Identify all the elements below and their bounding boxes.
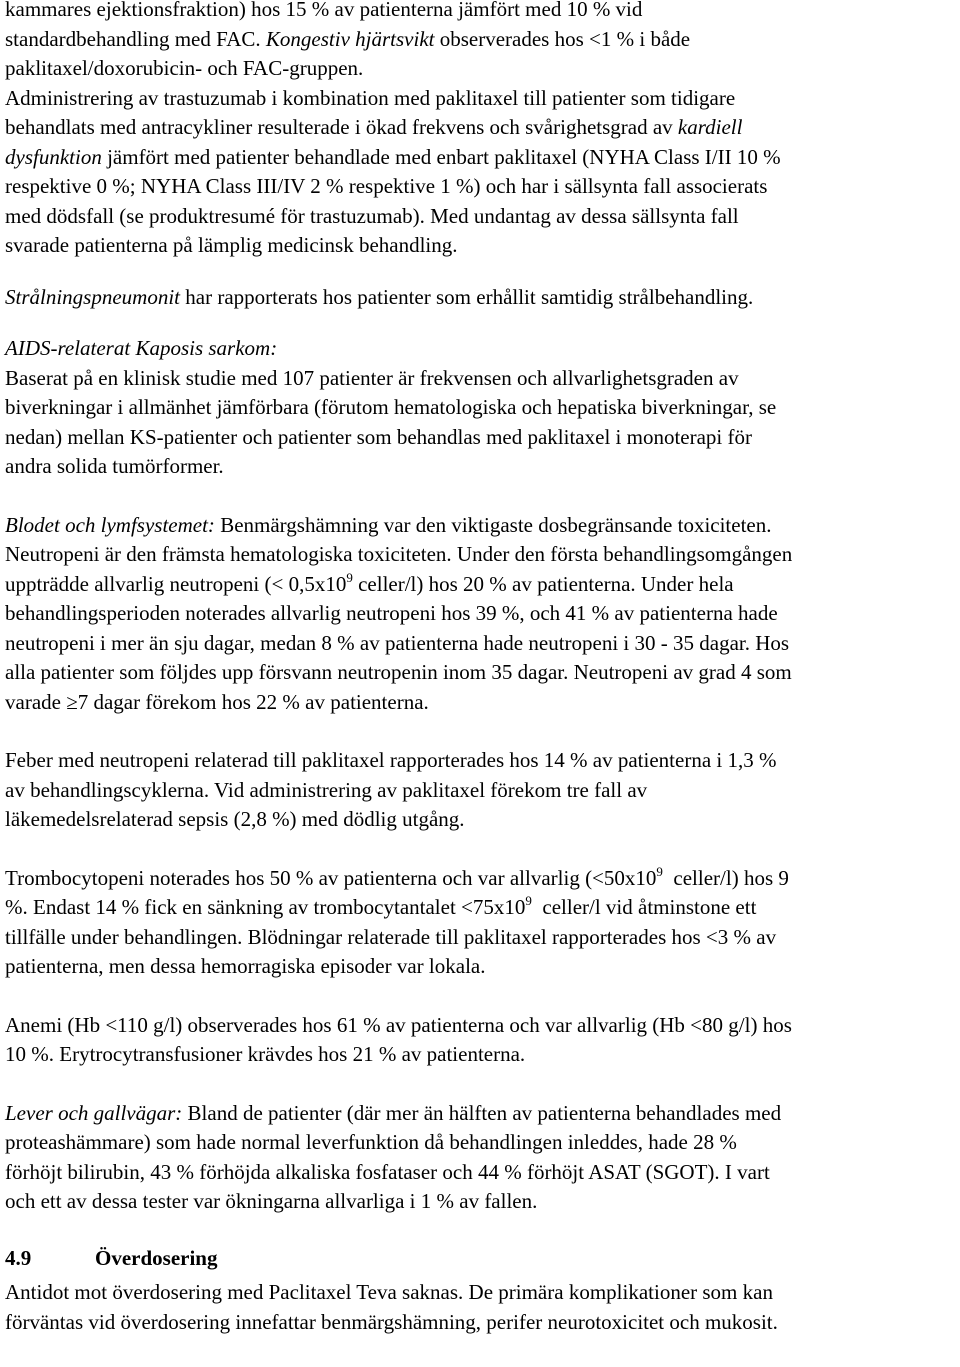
text-line: proteashämmare) som hade normal leverfunktion då behandlingen inleddes, hade 28 %: [5, 1130, 737, 1154]
text-line: Anemi (Hb <110 g/l) observerades hos 61 % av patienterna och var allvarlig (Hb <80 g/l) hos: [5, 1012, 792, 1037]
text-line: svarade patienterna på lämplig medicinsk behandling.: [5, 233, 458, 257]
text-line: Feber med neutropeni relaterad till paklitaxel rapporterades hos 14 % av patienterna i 1,3 %: [5, 748, 777, 772]
superscript: 9: [346, 569, 353, 585]
italic-term: dysfunktion: [5, 144, 102, 169]
italic-term: Kongestiv hjärtsvikt: [265, 26, 435, 51]
text-line: %. Endast 14 % fick en sänkning av trombocytantalet $<75x10^9$ celler/l vid åtminstone ett: [5, 893, 757, 919]
text-line: standardbehandling med FAC. Kongestiv hjärtsvikt observerades hos <1 % i både: [5, 26, 691, 51]
text-line: paklitaxel/doxorubicin- och FAC-gruppen.: [5, 56, 364, 80]
text-line: biverkningar i allmänhet jämförbara (förutom hematologiska och hepatiska biverkningar, se: [5, 395, 777, 419]
text-line: Neutropeni är den främsta hematologiska toxiciteten. Under den första behandlingsomgången: [5, 542, 793, 566]
text-line: Blodet och lymfsystemet: Benmärgshämning var den viktigaste dosbegränsande toxiciteten.: [5, 512, 772, 537]
text-line: med dödsfall (se produktresumé för trastuzumab). Med undantag av dessa sällsynta fall: [5, 203, 739, 228]
italic-term: Strålningspneumonit: [5, 284, 181, 309]
subheading: AIDS-relaterat Kaposis sarkom:: [5, 336, 278, 360]
text-line: nedan) mellan KS-patienter och patienter som behandlas med paklitaxel i monoterapi för: [5, 424, 752, 449]
italic-term: Blodet och lymfsystemet:: [5, 512, 215, 537]
text-line: dysfunktion jämfört med patienter behandlade med enbart paklitaxel (NYHA Class I/II 10 %: [5, 144, 781, 169]
document-page: [5, 0, 960, 1337]
superscript: 9: [656, 863, 663, 879]
text-line: behandlingsperioden noterades allvarlig neutropeni hos 39 %, och 41 % av patienterna hade: [5, 601, 778, 625]
section-title: Överdosering: [95, 1245, 218, 1270]
text-line: uppträdde allvarlig neutropeni (< $0,5x10^9$ celler/l) hos 20 % av patienterna. Under hela: [5, 569, 734, 596]
text-line: Baserat på en klinisk studie med 107 patienter är frekvensen och allvarlighetsgraden av: [5, 365, 739, 390]
text-line: andra solida tumörformer.: [5, 454, 224, 478]
text-line: förhöjt bilirubin, 43 % förhöjda alkaliska fosfataser och 44 % förhöjt ASAT (SGOT). I vart: [5, 1159, 770, 1184]
section-number: 4.9: [5, 1245, 32, 1270]
text-line: Trombocytopeni noterades hos 50 % av patienterna och var allvarlig ($<50x10^9$ celler/l) hos 9: [5, 863, 789, 890]
italic-term: Lever och gallvägar:: [5, 1100, 183, 1125]
text-line: Lever och gallvägar: Bland de patienter (där mer än hälften av patienterna behandlades med: [5, 1100, 782, 1125]
italic-term: kardiell: [677, 115, 743, 139]
text-line: 10 %. Erytrocytransfusioner krävdes hos 21 % av patienterna.: [5, 1042, 526, 1066]
text-line: Administrering av trastuzumab i kombination med paklitaxel till patienter som tidigare: [5, 85, 736, 110]
text-line: behandlats med antracykliner resulterade i ökad frekvens och svårighetsgrad av kardiell: [5, 115, 743, 139]
text-line: respektive 0 %; NYHA Class III/IV 2 % respektive 1 %) och har i sällsynta fall associerats: [5, 174, 768, 198]
text-line: alla patienter som följdes upp försvann neutropenin inom 35 dagar. Neutropeni av grad 4 som: [5, 660, 792, 684]
superscript: 9: [525, 893, 532, 908]
text-line: av behandlingscyklerna. Vid administrering av paklitaxel förekom tre fall av: [5, 777, 648, 802]
text-line: läkemedelsrelaterad sepsis (2,8 %) med dödlig utgång.: [5, 807, 465, 831]
text-line: varade ≥7 dagar förekom hos 22 % av patienterna.: [5, 689, 429, 714]
text-line: neutropeni i mer än sju dagar, medan 8 % av patienterna hade neutropeni i 30 - 35 dagar. Hos: [5, 630, 790, 655]
text-line: och ett av dessa tester var ökningarna allvarliga i 1 % av fallen.: [5, 1189, 538, 1213]
text-line: kammares ejektionsfraktion) hos 15 % av patienterna jämfört med 10 % vid: [5, 0, 643, 21]
text-line: tillfälle under behandlingen. Blödningar relaterade till paklitaxel rapporterades hos <3 % av: [5, 924, 777, 949]
text-line: Strålningspneumonit har rapporterats hos patienter som erhållit samtidig strålbehandling.: [5, 284, 754, 309]
text-line: patienterna, men dessa hemorragiska episoder var lokala.: [5, 954, 486, 978]
section-heading: [5, 1244, 960, 1274]
text-line: förväntas vid överdosering innefattar benmärgshämning, perifer neurotoxicitet och mukosit.: [5, 1309, 778, 1334]
text-line: Antidot mot överdosering med Paclitaxel Teva saknas. De primära komplikationer som kan: [5, 1280, 773, 1304]
